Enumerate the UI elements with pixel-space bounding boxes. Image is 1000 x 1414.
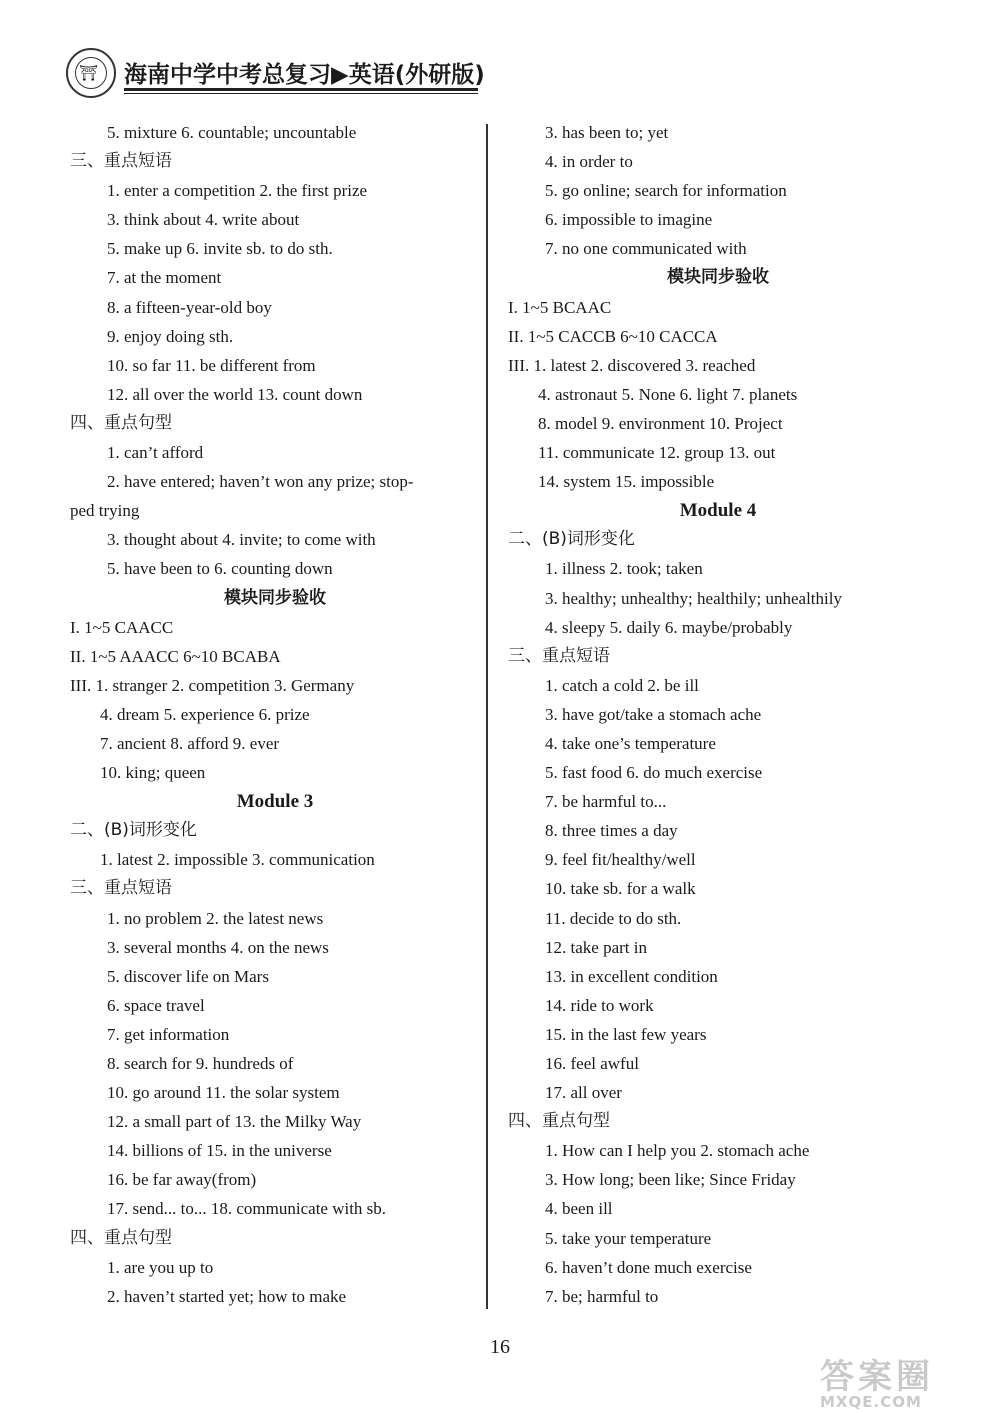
right-answer-column [508,118,928,1311]
answer-line: 3. think about 4. write about [107,210,300,230]
answer-line: 5. fast food 6. do much exercise [545,763,763,783]
answer-line: 10. so far 11. be different from [107,355,316,375]
answer-line: 3. How long; been like; Since Friday [545,1170,796,1190]
answer-line: 3. have got/take a stomach ache [545,704,762,724]
left-answer-column [70,118,480,1311]
answer-line: 14. system 15. impossible [538,472,715,492]
section-heading: 四、重点句型 [70,412,172,433]
page-number: 16 [490,1336,510,1358]
answer-line: 6. space travel [107,995,205,1015]
answer-line: 4. been ill [545,1199,613,1219]
answer-line: I. 1~5 BCAAC [508,297,612,317]
book-title: 海南中学中考总复习▶英语(外研版) [124,62,485,88]
answer-line: 4. take one’s temperature [545,733,716,753]
site-watermark [820,1357,990,1411]
answer-line: 7. be; harmful to [545,1286,659,1306]
section-heading: 二、(B)词形变化 [508,529,635,550]
column-divider [486,124,488,1309]
section-heading: 四、重点句型 [508,1111,610,1132]
answer-line: 10. king; queen [100,763,206,783]
answer-line: 8. three times a day [545,821,678,841]
answer-line: 2. haven’t started yet; how to make [107,1286,347,1306]
answer-line: 1. are you up to [107,1257,214,1277]
answer-line: 7. be harmful to... [545,792,667,812]
answer-line: 16. feel awful [545,1054,639,1073]
answer-line: 15. in the last few years [545,1024,707,1044]
answer-line: 3. has been to; yet [545,123,669,142]
answer-line: 6. impossible to imagine [545,210,713,230]
answer-line: III. 1. stranger 2. competition 3. Germany [70,675,355,695]
answer-line: I. 1~5 CAACC [70,617,174,637]
answer-line: 4. in order to [545,152,633,172]
answer-line: 12. a small part of 13. the Milky Way [107,1112,362,1132]
watermark-url: MXQE.COM [820,1393,922,1411]
answer-line: 7. no one communicated with [545,239,747,259]
answer-line: 14. ride to work [545,995,654,1015]
answer-line: 6. haven’t done much exercise [545,1257,752,1277]
section-heading: 三、重点短语 [508,645,610,666]
answer-line: II. 1~5 CACCB 6~10 CACCA [508,326,718,346]
answer-line: 10. go around 11. the solar system [107,1083,340,1103]
school-seal-icon: ⛩ [66,48,116,98]
answer-line: 3. healthy; unhealthy; healthily; unhealthily [545,588,842,608]
answer-line: 8. model 9. environment 10. Project [538,413,783,433]
watermark-logo-text: 答案圈 [820,1357,934,1397]
section-heading: 四、重点句型 [70,1227,172,1248]
answer-line: 17. all over [545,1083,622,1103]
module-heading: Module 4 [679,500,757,522]
answer-line: 9. enjoy doing sth. [107,326,234,346]
answer-line: 14. billions of 15. in the universe [107,1141,332,1161]
answer-line: 7. get information [107,1024,230,1044]
answer-line: 12. take part in [545,937,647,957]
section-heading: 三、重点短语 [70,878,172,899]
section-heading: 三、重点短语 [70,151,172,172]
answer-line: 10. take sb. for a walk [545,879,696,899]
answer-line: 17. send... to... 18. communicate with sb. [107,1199,387,1219]
answer-line: 1. illness 2. took; taken [545,559,703,579]
answer-line: 5. mixture 6. countable; uncountable [107,123,357,142]
answer-line: 5. have been to 6. counting down [107,559,333,579]
answer-line: 1. can’t afford [107,443,204,463]
answer-line: III. 1. latest 2. discovered 3. reached [508,355,756,375]
answer-line: 5. go online; search for information [545,181,787,201]
module-heading: Module 3 [236,791,314,813]
answer-line: 3. thought about 4. invite; to come with [107,530,376,550]
answer-line: 16. be far away(from) [107,1170,257,1190]
answer-line: 5. discover life on Mars [107,966,269,986]
answer-line: 8. a fifteen-year-old boy [107,297,272,317]
answer-line: 12. all over the world 13. count down [107,384,363,404]
answer-line: ped trying [70,501,140,521]
answer-line: 9. feel fit/healthy/well [545,850,696,870]
answer-line: 1. How can I help you 2. stomach ache [545,1141,810,1161]
answer-line: 11. communicate 12. group 13. out [538,443,776,463]
answer-line: 1. latest 2. impossible 3. communication [100,850,375,870]
answer-line: 2. have entered; haven’t won any prize; stop- [107,472,414,492]
section-heading: 二、(B)词形变化 [70,820,197,841]
answer-line: II. 1~5 AAACC 6~10 BCABA [70,646,281,666]
answer-line: 1. enter a competition 2. the first prize [107,181,368,201]
answer-line: 7. at the moment [107,268,222,288]
answer-line: 3. several months 4. on the news [107,937,329,957]
page-header [66,48,485,100]
answer-line: 4. sleepy 5. daily 6. maybe/probably [545,617,793,637]
answer-line: 1. no problem 2. the latest news [107,908,324,928]
header-rule-thin [124,93,478,94]
header-rule [124,88,478,91]
answer-line: 7. ancient 8. afford 9. ever [100,733,280,753]
answer-line: 4. astronaut 5. None 6. light 7. planets [538,384,798,404]
subsection-heading: 模块同步验收 [224,587,326,608]
answer-line: 4. dream 5. experience 6. prize [100,704,310,724]
answer-line: 11. decide to do sth. [545,908,682,928]
answer-line: 8. search for 9. hundreds of [107,1054,294,1073]
subsection-heading: 模块同步验收 [667,267,769,288]
answer-line: 1. catch a cold 2. be ill [545,675,699,695]
answer-line: 5. take your temperature [545,1228,712,1248]
answer-line: 5. make up 6. invite sb. to do sth. [107,239,333,259]
answer-line: 13. in excellent condition [545,966,718,986]
